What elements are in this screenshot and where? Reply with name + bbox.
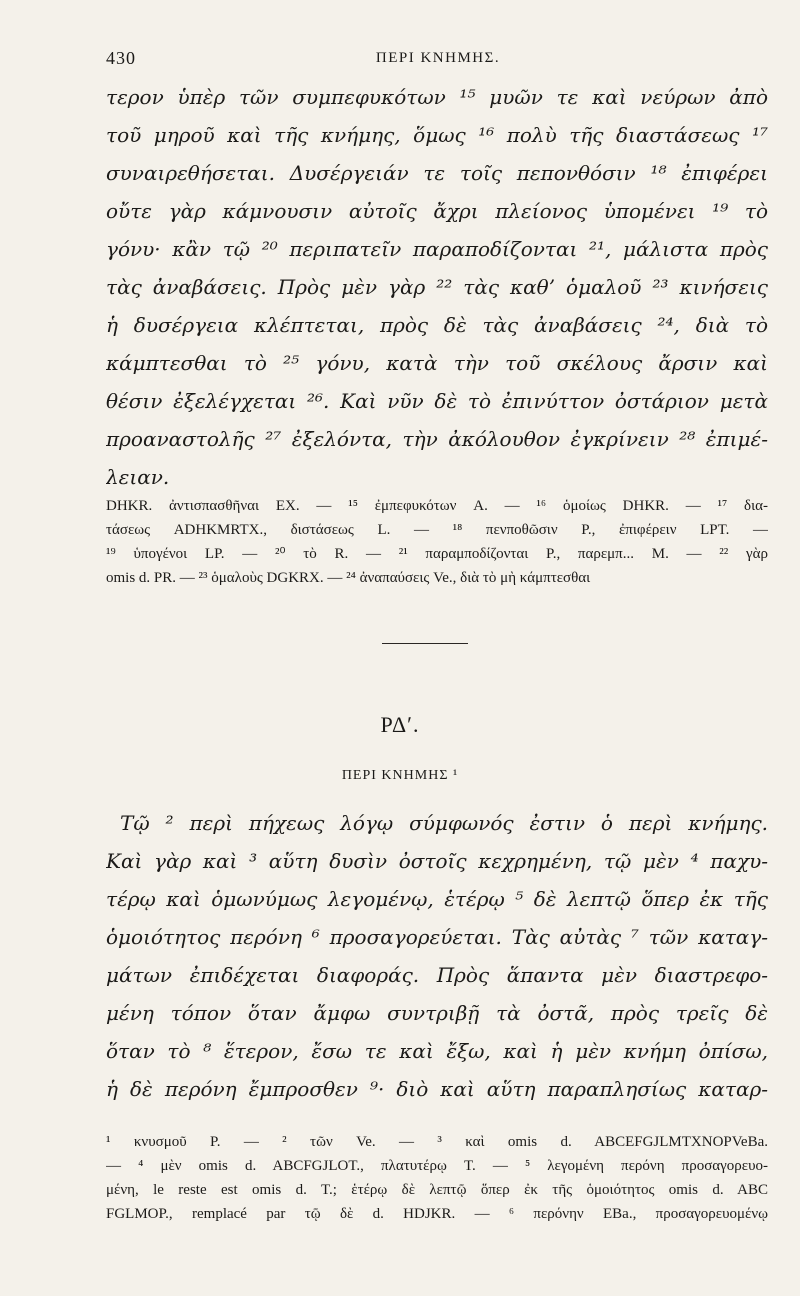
section-divider <box>382 643 468 644</box>
chapter-text-block <box>106 804 768 1108</box>
chapter-line: μάτων ἐπιδέχεται διαφοράς. Πρὸς ἅπαντα μὲν διαστρεφο- <box>106 963 768 987</box>
chapter-line: τέρῳ καὶ ὁμωνύμως λεγομένῳ, ἑτέρῳ ⁵ δὲ λεπτῷ ὅπερ ἐκ τῆς <box>106 887 768 911</box>
main-text-block <box>106 78 768 496</box>
running-title: ΠΕΡΙ ΚΝΗΜΗΣ. <box>375 50 501 66</box>
chapter-title: ΠΕΡΙ ΚΝΗΜΗΣ ¹ <box>341 768 459 783</box>
footnote-line: DHKR. ἀντισπασθῆναι EX. — ¹⁵ ἐμπεφυκότων A. — ¹⁶ ὁμοίως DHKR. — ¹⁷ δια- <box>106 498 768 514</box>
page-number: 430 <box>106 48 136 68</box>
footnotes-top <box>106 494 768 590</box>
chapter-line: ὅταν τὸ ⁸ ἕτερον, ἔσω τε καὶ ἔξω, καὶ ἡ μὲν κνήμη ὀπίσω, <box>106 1039 768 1063</box>
footnote-line: ¹⁹ ὑπογένοι LP. — ²⁰ τὸ R. — ²¹ παραμποδίζονται P., παρεμπ... M. — ²² γὰρ <box>106 546 768 562</box>
body-line: τερον ὑπὲρ τῶν συμπεφυκότων ¹⁵ μυῶν τε καὶ νεύρων ἀπὸ <box>106 85 768 109</box>
footnote-line: τάσεως ADHKMRTX., διστάσεως L. — ¹⁸ πενποθῶσιν P., ἐπιφέρειν LPT. — <box>106 522 768 538</box>
footnotes-bottom <box>106 1130 768 1226</box>
chapter-line: Τῷ ² περὶ πήχεως λόγῳ σύμφωνός ἐστιν ὁ περὶ κνήμης. <box>120 811 768 835</box>
body-line: προαναστολῆς ²⁷ ἐξελόντα, τὴν ἀκόλουθον ἐγκρίνειν ²⁸ ἐπιμέ- <box>106 427 768 451</box>
body-line: κάμπτεσθαι τὸ ²⁵ γόνυ, κατὰ τὴν τοῦ σκέλους ἄρσιν καὶ <box>106 351 768 375</box>
body-line: λειαν. <box>106 465 170 489</box>
footnote-line: — ⁴ μὲν omis d. ABCFGJLOT., πλατυτέρῳ T. — ⁵ λεγομένη περόνη προσαγορευο- <box>106 1158 768 1174</box>
chapter-line: μένη τόπον ὅταν ἄμφω συντριβῇ τὰ ὀστᾶ, πρὸς τρεῖς δὲ <box>106 1001 768 1025</box>
chapter-line: ἡ δὲ περόνη ἔμπροσθεν ⁹· διὸ καὶ αὕτη παραπλησίως καταρ- <box>106 1077 768 1101</box>
body-line: γόνυ· κἂν τῷ ²⁰ περιπατεῖν παραποδίζονται ²¹, μάλιστα πρὸς <box>106 237 768 261</box>
footnote-line: ¹ κνυσμοῦ P. — ² τῶν Ve. — ³ καὶ omis d. ABCEFGJLMTXNOPVeBa. <box>106 1134 768 1150</box>
body-line: συναιρεθήσεται. Δυσέργειάν τε τοῖς πεπονθόσιν ¹⁸ ἐπιφέρει <box>106 161 768 185</box>
body-line: τοῦ μηροῦ καὶ τῆς κνήμης, ὅμως ¹⁶ πολὺ τῆς διαστάσεως ¹⁷ <box>106 123 768 147</box>
body-line: οὔτε γὰρ κάμνουσιν αὐτοῖς ἄχρι πλείονος ὑπομένει ¹⁹ τὸ <box>106 199 768 223</box>
chapter-line: Καὶ γὰρ καὶ ³ αὕτη δυσὶν ὀστοῖς κεχρημένη, τῷ μὲν ⁴ παχυ- <box>106 849 768 873</box>
footnote-line: μένη, le reste est omis d. T.; ἑτέρῳ δὲ λεπτῷ ὅπερ ἐκ τῆς ὁμοιότητος omis d. ABC <box>106 1182 768 1198</box>
chapter-line: ὁμοιότητος περόνη ⁶ προσαγορεύεται. Τὰς αὐτὰς ⁷ τῶν καταγ- <box>106 925 768 949</box>
footnote-line: FGLMOP., remplacé par τῷ δὲ d. HDJKR. — ⁶ περόνην EBa., προσαγορευομένῳ <box>106 1206 768 1222</box>
footnote-line: omis d. PR. — ²³ ὁμαλοὺς DGKRX. — ²⁴ ἀναπαύσεις Ve., διὰ τὸ μὴ κάμπτεσθαι <box>106 570 591 586</box>
body-line: θέσιν ἐξελέγχεται ²⁶. Καὶ νῦν δὲ τὸ ἐπινύττον ὀστάριον μετὰ <box>106 389 768 413</box>
body-line: τὰς ἀναβάσεις. Πρὸς μὲν γὰρ ²² τὰς καθ’ ὁμαλοῦ ²³ κινήσεις <box>106 275 768 299</box>
page-header <box>106 48 770 74</box>
body-line: ἡ δυσέργεια κλέπτεται, πρὸς δὲ τὰς ἀναβάσεις ²⁴, διὰ τὸ <box>106 313 768 337</box>
chapter-number: ΡΔʹ. <box>380 712 420 737</box>
